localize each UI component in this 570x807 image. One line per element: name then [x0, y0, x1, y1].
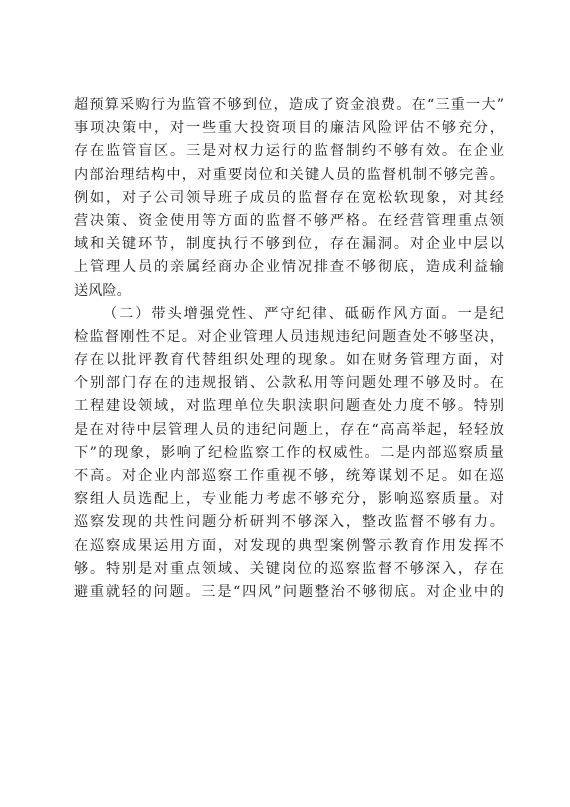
text-line: 存在以批评教育代替组织处理的现象。如在财务管理方面，对 — [74, 352, 504, 369]
text-line: 内部治理结构中，对重要岗位和关键人员的监督机制不够完善。 — [74, 166, 504, 183]
text-line: 巡察发现的共性问题分析研判不够深入，整改监督不够有力。 — [74, 514, 504, 531]
text-line: 营决策、资金使用等方面的监督不够严格。在经营管理重点领 — [74, 212, 504, 229]
text-line: 检监督刚性不足。对企业管理人员违规违纪问题查处不够坚决， — [74, 328, 504, 345]
text-line: 察组人员选配上，专业能力考虑不够充分，影响巡察质量。对 — [74, 491, 504, 508]
text-line: 避重就轻的问题。三是“四风”问题整治不够彻底。对企业中的 — [74, 583, 504, 600]
text-line: 是在对待中层管理人员的违纪问题上，存在“高高举起，轻轻放 — [74, 421, 504, 438]
section-heading-line: （二）带头增强党性、严守纪律、砥砺作风方面。一是纪 — [103, 305, 504, 322]
text-line: 不高。对企业内部巡察工作重视不够，统筹谋划不足。如在巡 — [74, 468, 504, 484]
text-line: 工程建设领域，对监理单位失职渎职问题查处力度不够。特别 — [74, 398, 504, 415]
text-line: 上管理人员的亲属经商办企业情况排查不够彻底，造成利益输 — [74, 259, 504, 276]
text-line: 例如，对子公司领导班子成员的监督存在宽松软现象，对其经 — [74, 189, 504, 206]
paragraph-end-line: 送风险。 — [74, 282, 131, 299]
text-line: 个别部门存在的违规报销、公款私用等问题处理不够及时。在 — [74, 375, 504, 392]
text-line: 超预算采购行为监管不够到位，造成了资金浪费。在“三重一大” — [74, 97, 504, 113]
text-line: 下”的现象，影响了纪检监察工作的权威性。二是内部巡察质量 — [74, 444, 504, 461]
text-line: 存在监管盲区。三是对权力运行的监督制约不够有效。在企业 — [74, 143, 504, 160]
body-text — [74, 94, 504, 604]
text-line: 够。特别是对重点领域、关键岗位的巡察监督不够深入，存在 — [74, 560, 504, 577]
text-line: 在巡察成果运用方面，对发现的典型案例警示教育作用发挥不 — [74, 537, 504, 554]
text-line: 域和关键环节，制度执行不够到位，存在漏洞。对企业中层以 — [74, 236, 504, 253]
text-line: 事项决策中，对一些重大投资项目的廉洁风险评估不够充分， — [74, 120, 504, 137]
